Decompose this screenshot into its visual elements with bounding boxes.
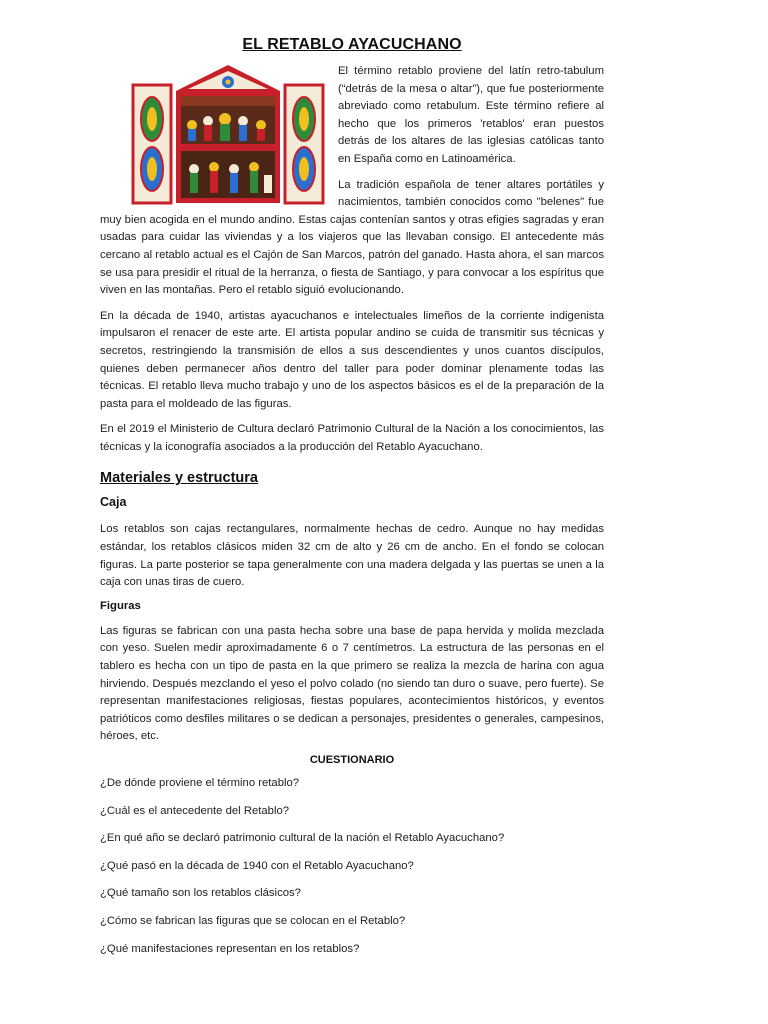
question-item: ¿En qué año se declaró patrimonio cultural de la nación el Retablo Ayacuchano? [100,832,505,845]
questionnaire-list [100,775,604,958]
question-item: ¿Cómo se fabrican las figuras que se colocan en el Retablo? [100,914,406,927]
materials-heading: Materiales y estructura [100,470,258,487]
intro-paragraph-2: La tradición española de tener altares portátiles y nacimientos, también conocidos como "belenes" fue muy bien acogida en el mundo andino. Estas cajas contenían santos y otras efigies sagradas y eran usadas para cuidar las viviendas y a los viajeros que las llevaban consigo. El antecedente más cercano al retablo actual es el Cajón de San Marcos, patrón del ganado. Hasta ahora, el san marcos se usa para presidir el ritual de la herranza, o fiesta de Santiago, y para convocar a los espíritus que viven en las montañas. Pero el retablo siguió evolucionando. [100,178,604,297]
intro-paragraph-4: En el 2019 el Ministerio de Cultura declaró Patrimonio Cultural de la Nación a los conocimientos, las técnicas y la iconografía asociados a la producción del Retablo Ayacuchano. [100,423,604,453]
intro-paragraph-1: El término retablo proviene del latín retro-tabulum (“detrás de la mesa o altar”), que fue posteriormente abreviado como retabulum. Este término refiere al hecho que los primeros 'retablos' eran puestos detrás de los altares de las iglesias católicas tanto en España como en Latinoamérica. [338,65,604,165]
figures-paragraph: Las figuras se fabrican con una pasta hecha sobre una base de papa hervida y molida mezclada con yeso. Suelen medir aproximadamente 6 o 7 centímetros. La estructura de las personas en el tablero es hecha con un tipo de pasta en la que primero se realiza la mezcla de harina con agua hirviendo. Después mezclando el yeso el polvo colado (no siendo tan duro o suave, pero fuerte). Se representan manifestaciones religiosas, fiestas populares, acontecimientos históricos, y eventos patrióticos como desfiles militares o se dedican a personajes, presidentes o generales, campesinos, héroes, etc. [100,624,604,743]
intro-paragraph-3: En la década de 1940, artistas ayacuchanos e intelectuales limeños de la corriente indigenista impulsaron el renacer de este arte. El artista popular andino se cuida de transmitir sus técnicas y secretos, restringiendo la transmisión de ellos a sus descendientes y unos cuantos discípulos, quienes deben permanecer años dentro del taller para poder dominar plenamente todas las técnicas. El retablo lleva mucho trabajo y uno de los aspectos básicos es el de la preparación de la pasta para el moldeado de las figuras. [100,309,604,410]
retablo-pediment [176,65,280,91]
retablo-right-door [285,85,323,203]
questionnaire-title: CUESTIONARIO [309,754,395,766]
question-item: ¿Qué pasó en la década de 1940 con el Retablo Ayacuchano? [100,859,414,872]
retablo-image [128,63,328,209]
figures-heading: Figuras [100,599,141,612]
question-item: ¿De dónde proviene el término retablo? [100,777,300,789]
question-item: ¿Cuál es el antecedente del Retablo? [100,804,290,817]
box-heading: Caja [100,495,127,510]
document-content [100,36,604,968]
document-title: EL RETABLO AYACUCHANO [242,36,462,53]
question-item: ¿Qué manifestaciones representan en los retablos? [100,942,360,955]
question-item: ¿Qué tamaño son los retablos clásicos? [100,887,301,900]
box-paragraph: Los retablos son cajas rectangulares, normalmente hechas de cedro. Aunque no hay medidas estándar, los retablos clásicos miden 32 cm de alto y 26 cm de ancho. En el fondo se colocan figuras. La parte posterior se tapa generalmente con una madera delgada y las puertas se unen a la caja con unas tiras de cuero. [100,523,604,589]
retablo-box [176,91,280,203]
retablo-left-door [133,85,171,203]
